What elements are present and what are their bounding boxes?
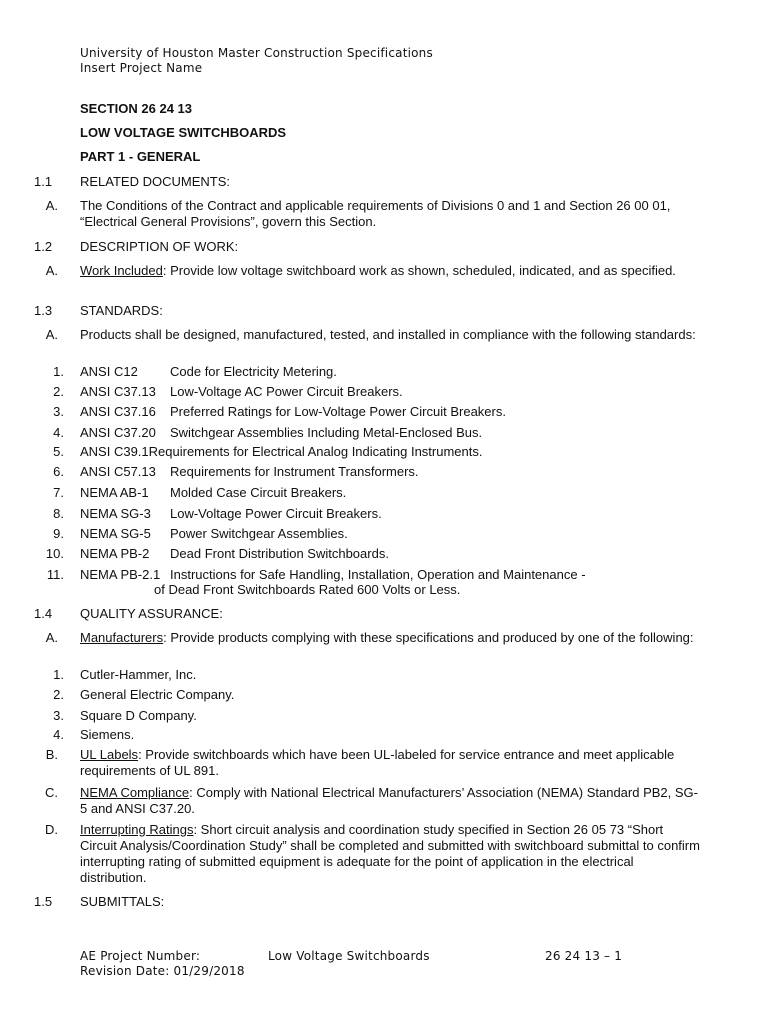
paragraph-label: B. [45, 747, 58, 762]
manufacturer-name: Siemens. [80, 727, 135, 742]
standard-code: ANSI C37.16 [80, 404, 156, 419]
list-number: 3. [53, 404, 64, 419]
paragraph-text: Products shall be designed, manufactured, tested, and installed in compliance with the following standards: [80, 327, 696, 342]
page-header [80, 46, 433, 76]
standard-title: Preferred Ratings for Low-Voltage Power Circuit Breakers. [170, 404, 506, 419]
paragraph [80, 747, 700, 779]
paragraph-text: : Provide products complying with these specifications and produced by one of the following: [163, 630, 694, 645]
list-number: 11. [46, 567, 64, 582]
paragraph-text: : Provide switchboards which have been UL-labeled for service entrance and meet applicable requirements of UL 891. [80, 747, 675, 778]
paragraph-text: : Comply with National Electrical Manufacturers’ Association (NEMA) Standard PB2, SG-5 and ANSI C37.20. [80, 785, 698, 816]
list-number: 8. [53, 506, 64, 521]
standard-entry [80, 444, 483, 459]
paragraph [80, 822, 700, 886]
list-number: 4. [53, 727, 64, 742]
paragraph-heading: UL Labels [80, 747, 139, 762]
list-number: 1. [53, 667, 64, 682]
list-number: 3. [53, 708, 64, 723]
list-number: 2. [53, 384, 64, 399]
standard-title: Code for Electricity Metering. [170, 364, 337, 379]
article-number: 1.5 [34, 894, 53, 909]
paragraph-heading: Work Included [80, 263, 163, 278]
standard-title: Low-Voltage Power Circuit Breakers. [170, 506, 382, 521]
standard-code: ANSI C37.13 [80, 384, 156, 399]
list-number: 7. [53, 485, 64, 500]
page-number: 26 24 13 – 1 [545, 949, 623, 963]
paragraph-heading: Interrupting Ratings [80, 822, 194, 837]
standard-title: Molded Case Circuit Breakers. [170, 485, 347, 500]
paragraph [80, 630, 700, 646]
standard-title: Power Switchgear Assemblies. [170, 526, 348, 541]
standard-code: ANSI C39.1 [80, 444, 149, 459]
standard-code: NEMA SG-3 [80, 506, 151, 521]
article-number: 1.2 [34, 239, 53, 254]
standard-title: Dead Front Distribution Switchboards. [170, 546, 389, 561]
list-number: 10. [45, 546, 64, 561]
header-line-2: Insert Project Name [80, 61, 203, 75]
article-title: STANDARDS: [80, 303, 163, 318]
standard-code: NEMA PB-2.1 [80, 567, 161, 582]
paragraph [80, 263, 700, 279]
list-number: 1. [53, 364, 64, 379]
revision-date: Revision Date: 01/29/2018 [80, 964, 245, 978]
part-title: PART 1 - GENERAL [80, 149, 201, 164]
standard-title: Switchgear Assemblies Including Metal-Enclosed Bus. [170, 425, 483, 440]
paragraph-label: A. [45, 327, 58, 342]
section-number: SECTION 26 24 13 [80, 101, 192, 116]
list-number: 9. [53, 526, 64, 541]
footer-section-title: Low Voltage Switchboards [268, 949, 430, 963]
standard-code: NEMA SG-5 [80, 526, 151, 541]
project-number: AE Project Number: [80, 949, 201, 963]
standard-code: ANSI C12 [80, 364, 138, 379]
paragraph-label: C. [45, 785, 58, 800]
standard-title: Requirements for Instrument Transformers. [170, 464, 419, 479]
page-footer-left [80, 949, 245, 979]
paragraph-heading: NEMA Compliance [80, 785, 190, 800]
manufacturer-name: General Electric Company. [80, 687, 235, 702]
paragraph-text: : Short circuit analysis and coordination study specified in Section 26 05 73 “Short Circuit Analysis/Coordination Study” shall be completed and submitted with switchboard submittal to confirm interrupting rating of submitted equipment is adequate for the point of application in the electrical distribution. [80, 822, 700, 885]
standard-title-continued: of Dead Front Switchboards Rated 600 Volts or Less. [154, 582, 461, 597]
standard-code: NEMA PB-2 [80, 546, 150, 561]
article-title: SUBMITTALS: [80, 894, 165, 909]
standard-title: Requirements for Electrical Analog Indicating Instruments. [148, 444, 483, 459]
standard-title: Instructions for Safe Handling, Installation, Operation and Maintenance - [170, 567, 586, 582]
header-line-1: University of Houston Master Construction Specifications [80, 46, 433, 60]
standard-title: Low-Voltage AC Power Circuit Breakers. [170, 384, 403, 399]
standard-code: ANSI C37.20 [80, 425, 156, 440]
paragraph-label: A. [45, 263, 58, 278]
article-title: QUALITY ASSURANCE: [80, 606, 223, 621]
paragraph-heading: Manufacturers [80, 630, 164, 645]
article-number: 1.4 [34, 606, 53, 621]
article-number: 1.1 [34, 174, 53, 189]
article-title: DESCRIPTION OF WORK: [80, 239, 239, 254]
article-number: 1.3 [34, 303, 53, 318]
manufacturer-name: Square D Company. [80, 708, 197, 723]
manufacturer-name: Cutler-Hammer, Inc. [80, 667, 197, 682]
paragraph-label: A. [45, 198, 58, 213]
standard-code: NEMA AB-1 [80, 485, 149, 500]
list-number: 5. [53, 444, 64, 459]
paragraph-label: D. [45, 822, 58, 837]
list-number: 2. [53, 687, 64, 702]
paragraph-text: The Conditions of the Contract and applicable requirements of Divisions 0 and 1 and Section 26 00 01, “Electrical General Provisions”, govern this Section. [80, 198, 671, 229]
article-title: RELATED DOCUMENTS: [80, 174, 230, 189]
paragraph-text: : Provide low voltage switchboard work as shown, scheduled, indicated, and as specified. [162, 263, 676, 278]
standard-code: ANSI C57.13 [80, 464, 156, 479]
list-number: 4. [53, 425, 64, 440]
paragraph-label: A. [45, 630, 58, 645]
section-title: LOW VOLTAGE SWITCHBOARDS [80, 125, 287, 140]
list-number: 6. [53, 464, 64, 479]
paragraph [80, 785, 700, 817]
